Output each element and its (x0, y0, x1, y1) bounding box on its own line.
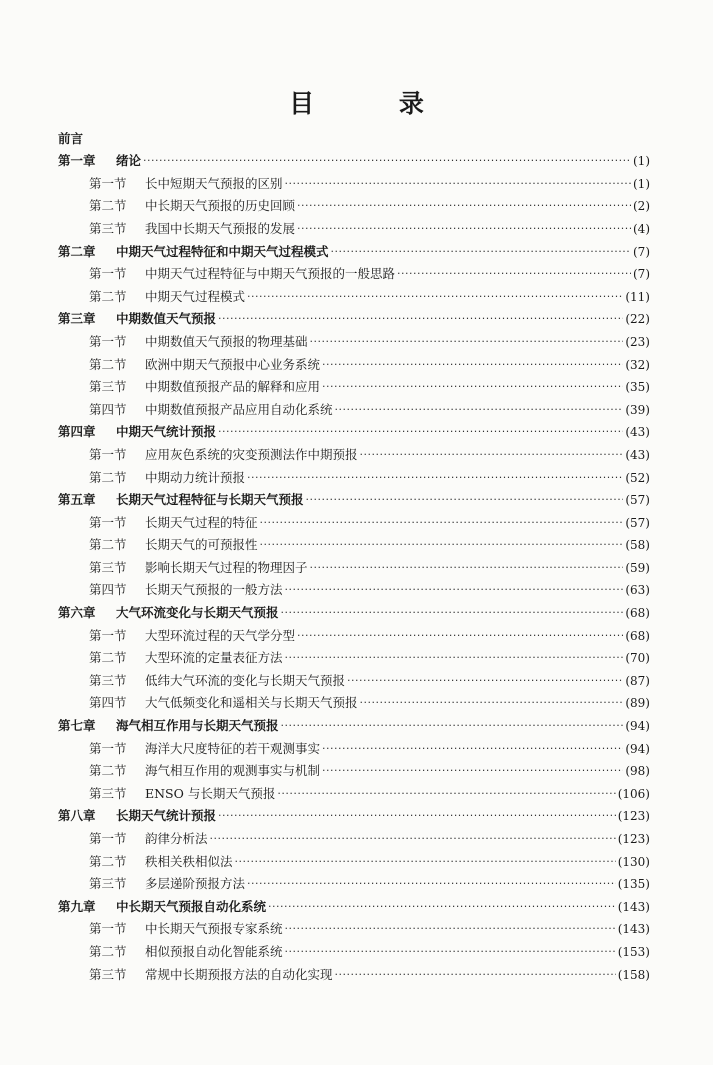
toc-section[interactable] (58, 778, 650, 801)
toc-section-leader-dots (297, 222, 631, 236)
toc-section-number: 第三节 (89, 559, 127, 575)
toc-section-leader-dots (247, 877, 616, 891)
toc-chapter-leader-dots (218, 809, 616, 823)
toc-chapter-page-number: (68) (625, 606, 650, 621)
toc-chapter-title: 长期天气统计预报 (116, 808, 217, 824)
toc-section-leader-dots (397, 267, 631, 281)
toc-section-number: 第二节 (89, 853, 127, 869)
toc-section[interactable] (58, 326, 650, 349)
toc-section-title: 中期天气过程特征与中期天气预报的一般思路 (145, 266, 396, 282)
toc-section-number: 第二节 (89, 650, 127, 666)
toc-section-leader-dots (297, 199, 631, 213)
toc-chapter-page-number: (143) (617, 899, 650, 914)
toc-section-title: 中长期天气预报的历史回顾 (145, 198, 296, 214)
toc-section-number: 第一节 (89, 627, 127, 643)
toc-section-title: 中期动力统计预报 (145, 469, 246, 485)
toc-chapter-leader-dots (281, 719, 624, 733)
toc-chapter-title: 海气相互作用与长期天气预报 (116, 718, 279, 734)
toc-chapter[interactable] (58, 417, 650, 440)
toc-chapter-number: 第七章 (58, 718, 96, 734)
toc-chapter-title: 中期天气统计预报 (116, 424, 217, 440)
toc-section-title: 大型环流的定量表征方法 (145, 650, 283, 666)
toc-section[interactable] (58, 914, 650, 937)
toc-section-number: 第二节 (89, 356, 127, 372)
toc-chapter-leader-dots (281, 606, 624, 620)
toc-section-leader-dots (322, 380, 623, 394)
toc-section-leader-dots (260, 516, 624, 530)
toc-section-page-number: (89) (625, 696, 650, 711)
toc-section-leader-dots (285, 922, 616, 936)
toc-section-title: 秩相关秩相似法 (145, 853, 233, 869)
toc-preface[interactable] (58, 123, 650, 146)
toc-section[interactable] (58, 439, 650, 462)
toc-section-page-number: (153) (617, 944, 650, 959)
toc-chapter-title: 大气环流变化与长期天气预报 (116, 605, 279, 621)
toc-section-page-number: (57) (625, 515, 650, 530)
toc-chapter-page-number: (43) (625, 425, 650, 440)
toc-chapter-title: 中期天气过程特征和中期天气过程模式 (116, 243, 329, 259)
toc-chapter-page-number: (7) (633, 244, 650, 259)
toc-section-number: 第一节 (89, 831, 127, 846)
toc-section-leader-dots (335, 968, 616, 982)
toc-chapter-leader-dots (306, 493, 624, 507)
toc-chapter-leader-dots (331, 245, 631, 259)
toc-section-number: 第三节 (89, 876, 127, 892)
toc-section[interactable] (58, 688, 650, 711)
toc-section-title: 影响长期天气过程的物理因子 (145, 559, 308, 575)
toc-section-number: 第三节 (89, 672, 127, 688)
toc-section-title: 海洋大尺度特征的若干观测事实 (145, 740, 321, 756)
toc-section-leader-dots (322, 358, 623, 372)
toc-section[interactable] (58, 756, 650, 779)
toc-chapter-leader-dots (218, 425, 623, 439)
toc-section-leader-dots (360, 448, 624, 462)
toc-section-leader-dots (285, 945, 616, 959)
toc-section-page-number: (87) (625, 673, 650, 688)
toc-section[interactable] (58, 191, 650, 214)
toc-chapter-title: 中长期天气预报自动化系统 (116, 898, 267, 914)
toc-chapter-number: 第六章 (58, 605, 96, 621)
toc-section[interactable] (58, 846, 650, 869)
toc-section-page-number: (2) (633, 199, 650, 214)
toc-section-title: 欧洲中期天气预报中心业务系统 (145, 356, 321, 372)
toc-chapter-page-number: (22) (625, 312, 650, 327)
toc-section-page-number: (43) (625, 447, 650, 462)
toc-section-leader-dots (210, 832, 616, 846)
toc-chapter-leader-dots (218, 312, 623, 326)
toc-chapter-page-number: (57) (625, 493, 650, 508)
toc-section[interactable] (58, 733, 650, 756)
toc-section-title: 我国中长期天气预报的发展 (145, 220, 296, 236)
toc-section-number: 第二节 (89, 288, 127, 304)
toc-chapter[interactable] (58, 597, 650, 620)
toc-section-title: 大气低频变化和遥相关与长期天气预报 (145, 695, 358, 711)
table-of-contents (58, 123, 650, 982)
toc-section-number: 第四节 (89, 695, 127, 711)
toc-section-title: 长期天气的可预报性 (145, 537, 258, 553)
toc-section[interactable] (58, 507, 650, 530)
toc-section-title: 长期天气过程的特征 (145, 514, 258, 530)
toc-section-leader-dots (310, 335, 624, 349)
toc-section-page-number: (130) (617, 854, 650, 869)
toc-section-leader-dots (260, 538, 624, 552)
toc-section-page-number: (4) (633, 221, 650, 236)
toc-section-number: 第一节 (89, 921, 127, 937)
toc-section[interactable] (58, 823, 650, 846)
toc-section[interactable] (58, 620, 650, 643)
toc-section-number: 第四节 (89, 401, 127, 417)
toc-section-page-number: (59) (625, 560, 650, 575)
toc-section-title: 常规中长期预报方法的自动化实现 (145, 966, 333, 982)
toc-chapter[interactable] (58, 304, 650, 327)
toc-section[interactable] (58, 643, 650, 666)
toc-chapter-page-number: (1) (633, 154, 650, 169)
toc-section-number: 第一节 (89, 333, 127, 349)
toc-section-page-number: (94) (625, 741, 650, 756)
toc-section-title: 长期天气预报的一般方法 (145, 582, 283, 598)
toc-section-page-number: (70) (625, 651, 650, 666)
toc-chapter-number: 第四章 (58, 424, 96, 440)
toc-section-title: 中期天气过程模式 (145, 288, 246, 304)
toc-section-leader-dots (285, 583, 624, 597)
toc-section-title: 中期数值预报产品应用自动化系统 (145, 401, 333, 417)
toc-chapter-page-number: (123) (617, 809, 650, 824)
toc-section-number: 第一节 (89, 175, 127, 191)
toc-section-number: 第二节 (89, 469, 127, 485)
toc-section-page-number: (158) (617, 967, 650, 982)
toc-section[interactable] (58, 394, 650, 417)
toc-section-page-number: (7) (633, 267, 650, 282)
toc-section[interactable] (58, 259, 650, 282)
toc-chapter[interactable] (58, 236, 650, 259)
toc-section-page-number: (143) (617, 922, 650, 937)
toc-section-number: 第一节 (89, 740, 127, 756)
toc-section-leader-dots (347, 674, 623, 688)
toc-section-leader-dots (297, 629, 623, 643)
toc-section[interactable] (58, 281, 650, 304)
toc-chapter-number: 第九章 (58, 898, 96, 914)
toc-section-page-number: (123) (617, 832, 650, 846)
toc-section[interactable] (58, 349, 650, 372)
toc-section-page-number: (35) (625, 380, 650, 395)
toc-section-page-number: (11) (625, 289, 650, 304)
toc-section-number: 第一节 (89, 514, 127, 530)
toc-section-title: 大型环流过程的天气学分型 (145, 627, 296, 643)
toc-section-page-number: (23) (625, 334, 650, 349)
toc-section-number: 第四节 (89, 582, 127, 598)
toc-section[interactable] (58, 665, 650, 688)
toc-section-leader-dots (310, 561, 624, 575)
toc-chapter-leader-dots (143, 154, 631, 168)
toc-chapter-title: 中期数值天气预报 (116, 311, 217, 327)
toc-section-leader-dots (247, 471, 623, 485)
toc-section-number: 第三节 (89, 379, 127, 395)
toc-section[interactable] (58, 869, 650, 892)
toc-section[interactable] (58, 936, 650, 959)
toc-chapter[interactable] (58, 146, 650, 169)
toc-section-title: 韵律分析法 (145, 831, 208, 846)
toc-section-title: 应用灰色系统的灾变预测法作中期预报 (145, 446, 358, 462)
toc-section-leader-dots (322, 742, 623, 756)
toc-section[interactable] (58, 462, 650, 485)
toc-chapter[interactable] (58, 710, 650, 733)
toc-section-page-number: (32) (625, 357, 650, 372)
page-title: 目 录 (289, 89, 462, 118)
toc-chapter-number: 第八章 (58, 808, 96, 824)
toc-section-page-number: (98) (625, 764, 650, 779)
toc-section-number: 第二节 (89, 537, 127, 553)
toc-section-leader-dots (247, 290, 623, 304)
preface-title: 前言 (58, 130, 84, 146)
toc-chapter-title: 长期天气过程特征与长期天气预报 (116, 492, 304, 508)
toc-section-title: 海气相互作用的观测事实与机制 (145, 763, 321, 779)
toc-section-leader-dots (235, 855, 616, 869)
toc-chapter[interactable] (58, 485, 650, 508)
toc-section-title: 长中短期天气预报的区别 (145, 175, 283, 191)
toc-section-leader-dots (285, 177, 631, 191)
toc-chapter-title: 绪论 (116, 153, 142, 169)
toc-section-title: 相似预报自动化智能系统 (145, 943, 283, 959)
toc-chapter-number: 第三章 (58, 311, 96, 327)
toc-section[interactable] (58, 575, 650, 598)
toc-chapter-number: 第二章 (58, 243, 96, 259)
toc-section-number: 第二节 (89, 198, 127, 214)
toc-section-title: 多层递阶预报方法 (145, 876, 246, 892)
toc-section[interactable] (58, 372, 650, 395)
toc-section-leader-dots (335, 403, 624, 417)
toc-section-number: 第一节 (89, 446, 127, 462)
toc-chapter[interactable] (58, 891, 650, 914)
toc-section-page-number: (1) (633, 176, 650, 191)
toc-section-title: 低纬大气环流的变化与长期天气预报 (145, 672, 346, 688)
toc-section-number: 第三节 (89, 966, 127, 982)
toc-section-number: 第二节 (89, 943, 127, 959)
toc-section-leader-dots (285, 651, 624, 665)
toc-section-leader-dots (277, 787, 615, 801)
toc-section-title: 中期数值天气预报的物理基础 (145, 333, 308, 349)
toc-section-title: 中长期天气预报专家系统 (145, 921, 283, 937)
toc-section-title: 中期数值预报产品的解释和应用 (145, 379, 321, 395)
toc-section-page-number: (52) (625, 470, 650, 485)
toc-chapter-number: 第一章 (58, 153, 96, 169)
toc-section[interactable] (58, 168, 650, 191)
toc-section-page-number: (39) (625, 402, 650, 417)
toc-section[interactable] (58, 959, 650, 982)
toc-chapter[interactable] (58, 801, 650, 824)
toc-section[interactable] (58, 213, 650, 236)
toc-section[interactable] (58, 530, 650, 553)
toc-section-page-number: (58) (625, 538, 650, 553)
toc-section-number: 第三节 (89, 785, 127, 801)
toc-section[interactable] (58, 552, 650, 575)
toc-section-page-number: (68) (625, 628, 650, 643)
toc-section-number: 第一节 (89, 266, 127, 282)
toc-section-page-number: (106) (617, 786, 650, 801)
toc-section-number: 第三节 (89, 220, 127, 236)
toc-chapter-number: 第五章 (58, 492, 96, 508)
toc-chapter-page-number: (94) (625, 719, 650, 734)
toc-section-leader-dots (322, 764, 623, 778)
toc-chapter-leader-dots (268, 900, 616, 914)
toc-section-title: ENSO 与长期天气预报 (145, 785, 276, 801)
toc-section-page-number: (135) (617, 877, 650, 892)
toc-section-leader-dots (360, 696, 624, 710)
toc-section-number: 第二节 (89, 763, 127, 779)
toc-section-page-number: (63) (625, 583, 650, 598)
